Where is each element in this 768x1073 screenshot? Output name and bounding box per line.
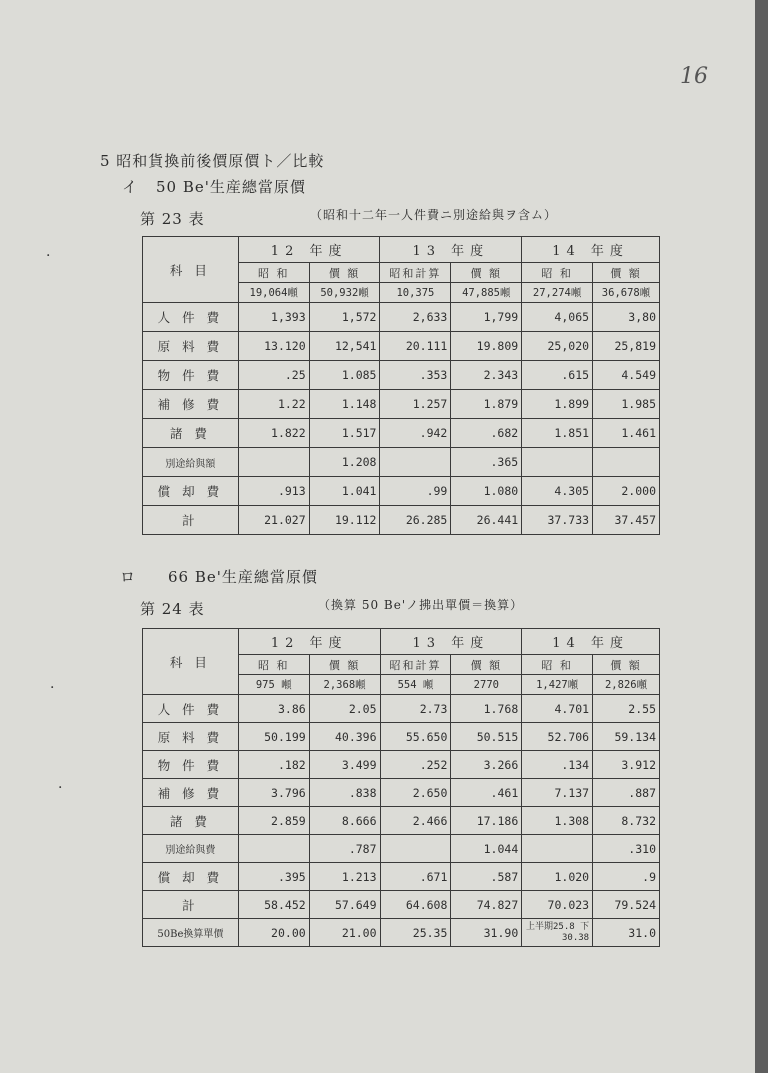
value-cell xyxy=(522,835,593,863)
table-row xyxy=(143,723,660,751)
value-cell: 31.0 xyxy=(593,919,660,947)
table-row xyxy=(143,390,660,419)
row-label: 50Be換算單價 xyxy=(143,919,239,947)
amount-cell: 19,064噸 xyxy=(238,283,309,303)
page-edge xyxy=(755,0,768,1073)
value-cell: 17.186 xyxy=(451,807,522,835)
value-cell: .787 xyxy=(309,835,380,863)
year-header: 14 年度 xyxy=(522,237,660,263)
row-label: 諸 費 xyxy=(143,807,239,835)
value-cell: 2.466 xyxy=(380,807,451,835)
value-cell xyxy=(380,835,451,863)
value-cell: 13.120 xyxy=(238,332,309,361)
row-label: 物 件 費 xyxy=(143,751,239,779)
value-cell: .395 xyxy=(238,863,309,891)
value-cell: 1.461 xyxy=(593,419,660,448)
table-row xyxy=(143,332,660,361)
value-cell: 20.00 xyxy=(238,919,309,947)
sub-header: 昭 和 xyxy=(522,655,593,675)
value-cell: 2.55 xyxy=(593,695,660,723)
value-cell: 1.22 xyxy=(238,390,309,419)
amount-cell: 554 噸 xyxy=(380,675,451,695)
value-cell: 3.912 xyxy=(593,751,660,779)
table-23-note: （昭和十二年一人件費ニ別途給與ヲ含ム） xyxy=(310,208,558,222)
value-cell xyxy=(522,448,593,477)
table-24 xyxy=(142,628,660,947)
value-cell: 1.041 xyxy=(309,477,380,506)
value-cell: 8.732 xyxy=(593,807,660,835)
value-cell: 1.851 xyxy=(522,419,593,448)
value-cell: 52.706 xyxy=(522,723,593,751)
value-cell: 25.35 xyxy=(380,919,451,947)
value-cell: 37.457 xyxy=(593,506,660,535)
amount-cell: 47,885噸 xyxy=(451,283,522,303)
value-cell: 1.899 xyxy=(522,390,593,419)
value-cell: .182 xyxy=(238,751,309,779)
amount-cell: 975 噸 xyxy=(238,675,309,695)
value-cell: 74.827 xyxy=(451,891,522,919)
table-row xyxy=(143,835,660,863)
value-cell: 19.112 xyxy=(309,506,380,535)
row-label: 補 修 費 xyxy=(143,390,239,419)
value-cell: 1.822 xyxy=(238,419,309,448)
year-header: 13 年度 xyxy=(380,237,522,263)
value-cell: 1,393 xyxy=(238,303,309,332)
row-label: 人 件 費 xyxy=(143,695,239,723)
value-cell: 3.499 xyxy=(309,751,380,779)
table-row xyxy=(143,751,660,779)
value-cell: 1.517 xyxy=(309,419,380,448)
table-row xyxy=(143,506,660,535)
row-label: 計 xyxy=(143,506,239,535)
row-label: 原 料 費 xyxy=(143,723,239,751)
sub-header: 昭和計算 xyxy=(380,263,451,283)
value-cell: 1.080 xyxy=(451,477,522,506)
value-cell: .9 xyxy=(593,863,660,891)
value-cell: 1.308 xyxy=(522,807,593,835)
amount-cell: 2,826噸 xyxy=(593,675,660,695)
value-cell: 26.285 xyxy=(380,506,451,535)
value-cell: 25,819 xyxy=(593,332,660,361)
value-cell: .615 xyxy=(522,361,593,390)
value-cell: .838 xyxy=(309,779,380,807)
sub-header: 昭 和 xyxy=(238,263,309,283)
value-cell: 2.000 xyxy=(593,477,660,506)
row-label: 人 件 費 xyxy=(143,303,239,332)
amount-cell: 50,932噸 xyxy=(309,283,380,303)
value-cell: 7.137 xyxy=(522,779,593,807)
row-label: 別途給與額 xyxy=(143,448,239,477)
year-header: 14 年度 xyxy=(522,629,660,655)
value-cell: 3,80 xyxy=(593,303,660,332)
section-title: 5 昭和貨換前後價原價ト／比較 xyxy=(100,152,325,170)
value-cell: 3.266 xyxy=(451,751,522,779)
value-cell: 4.701 xyxy=(522,695,593,723)
table-row xyxy=(143,303,660,332)
value-cell xyxy=(380,448,451,477)
corner-label: 科 目 xyxy=(143,629,239,695)
table-23-label: 第 23 表 xyxy=(140,210,205,228)
value-cell: 3.86 xyxy=(238,695,309,723)
margin-dot: · xyxy=(46,248,51,264)
value-cell: 4.549 xyxy=(593,361,660,390)
row-label: 物 件 費 xyxy=(143,361,239,390)
table-24-note: （換算 50 Be'ノ拂出單價＝換算） xyxy=(318,598,524,612)
amount-cell: 2,368噸 xyxy=(309,675,380,695)
table-row xyxy=(143,919,660,947)
table-23 xyxy=(142,236,660,535)
value-cell: 4,065 xyxy=(522,303,593,332)
value-cell: 79.524 xyxy=(593,891,660,919)
sub-header: 昭 和 xyxy=(238,655,309,675)
subsection-a-title: 50 Be'生産總當原價 xyxy=(156,178,306,196)
value-cell: .461 xyxy=(451,779,522,807)
value-cell xyxy=(238,835,309,863)
value-cell: 70.023 xyxy=(522,891,593,919)
row-label: 諸 費 xyxy=(143,419,239,448)
value-cell: 2.73 xyxy=(380,695,451,723)
value-cell: 1.020 xyxy=(522,863,593,891)
value-cell: 19.809 xyxy=(451,332,522,361)
year-header: 13 年度 xyxy=(380,629,522,655)
subsection-a-marker: イ xyxy=(122,178,139,196)
row-label: 補 修 費 xyxy=(143,779,239,807)
value-cell: .913 xyxy=(238,477,309,506)
value-cell xyxy=(238,448,309,477)
value-cell: .671 xyxy=(380,863,451,891)
value-cell: .353 xyxy=(380,361,451,390)
value-cell: 57.649 xyxy=(309,891,380,919)
amount-cell: 27,274噸 xyxy=(522,283,593,303)
value-cell: 25,020 xyxy=(522,332,593,361)
row-label: 償 却 費 xyxy=(143,477,239,506)
table-row xyxy=(143,419,660,448)
value-cell: 8.666 xyxy=(309,807,380,835)
table-row xyxy=(143,695,660,723)
table-row xyxy=(143,807,660,835)
value-cell: .942 xyxy=(380,419,451,448)
sub-header: 昭 和 xyxy=(522,263,593,283)
amount-cell: 1,427噸 xyxy=(522,675,593,695)
value-cell: 2.343 xyxy=(451,361,522,390)
value-cell: 1.213 xyxy=(309,863,380,891)
value-cell: 1.879 xyxy=(451,390,522,419)
table-row xyxy=(143,448,660,477)
value-cell: 40.396 xyxy=(309,723,380,751)
value-cell: 2,633 xyxy=(380,303,451,332)
table-row xyxy=(143,891,660,919)
margin-dot: · xyxy=(50,680,55,696)
row-label: 原 料 費 xyxy=(143,332,239,361)
value-cell: .587 xyxy=(451,863,522,891)
row-label: 償 却 費 xyxy=(143,863,239,891)
value-cell: 12,541 xyxy=(309,332,380,361)
value-cell: 1.085 xyxy=(309,361,380,390)
value-cell: 55.650 xyxy=(380,723,451,751)
value-cell: 4.305 xyxy=(522,477,593,506)
value-cell: .887 xyxy=(593,779,660,807)
value-cell: 2.859 xyxy=(238,807,309,835)
value-cell: 2.05 xyxy=(309,695,380,723)
value-cell: 1,799 xyxy=(451,303,522,332)
value-cell: 26.441 xyxy=(451,506,522,535)
amount-cell: 2770 xyxy=(451,675,522,695)
value-cell xyxy=(593,448,660,477)
subsection-b-marker: ロ xyxy=(120,568,137,586)
value-cell: 31.90 xyxy=(451,919,522,947)
amount-cell: 10,375 xyxy=(380,283,451,303)
sub-header: 價 額 xyxy=(451,655,522,675)
value-cell: 64.608 xyxy=(380,891,451,919)
amount-cell: 36,678噸 xyxy=(593,283,660,303)
value-cell: 59.134 xyxy=(593,723,660,751)
sub-header: 價 額 xyxy=(309,263,380,283)
value-cell: .365 xyxy=(451,448,522,477)
value-cell: 1.985 xyxy=(593,390,660,419)
value-cell: 20.111 xyxy=(380,332,451,361)
sub-header: 價 額 xyxy=(309,655,380,675)
value-cell: 58.452 xyxy=(238,891,309,919)
value-cell: 50.515 xyxy=(451,723,522,751)
value-cell: 2.650 xyxy=(380,779,451,807)
value-cell: .682 xyxy=(451,419,522,448)
year-header: 12 年度 xyxy=(238,237,380,263)
value-cell: 上半期25.8 下 30.38 xyxy=(522,919,593,947)
value-cell: 21.027 xyxy=(238,506,309,535)
value-cell: .252 xyxy=(380,751,451,779)
sub-header: 價 額 xyxy=(451,263,522,283)
value-cell: 1.148 xyxy=(309,390,380,419)
row-label: 計 xyxy=(143,891,239,919)
value-cell: 1.257 xyxy=(380,390,451,419)
row-label: 別途給與費 xyxy=(143,835,239,863)
table-row xyxy=(143,779,660,807)
value-cell: .99 xyxy=(380,477,451,506)
value-cell: .134 xyxy=(522,751,593,779)
value-cell: 1.044 xyxy=(451,835,522,863)
table-row xyxy=(143,863,660,891)
value-cell: 21.00 xyxy=(309,919,380,947)
corner-label: 科 目 xyxy=(143,237,239,303)
sub-header: 價 額 xyxy=(593,263,660,283)
table-row xyxy=(143,361,660,390)
margin-dot: · xyxy=(58,780,63,796)
sub-header: 價 額 xyxy=(593,655,660,675)
value-cell: .25 xyxy=(238,361,309,390)
page-number: 16 xyxy=(680,64,708,89)
value-cell: 3.796 xyxy=(238,779,309,807)
sub-header: 昭和計算 xyxy=(380,655,451,675)
value-cell: 1,572 xyxy=(309,303,380,332)
value-cell: 37.733 xyxy=(522,506,593,535)
year-header: 12 年度 xyxy=(238,629,380,655)
value-cell: 1.768 xyxy=(451,695,522,723)
value-cell: 1.208 xyxy=(309,448,380,477)
value-cell: .310 xyxy=(593,835,660,863)
table-24-label: 第 24 表 xyxy=(140,600,205,618)
value-cell: 50.199 xyxy=(238,723,309,751)
subsection-b-title: 66 Be'生産總當原價 xyxy=(168,568,318,586)
table-row xyxy=(143,477,660,506)
